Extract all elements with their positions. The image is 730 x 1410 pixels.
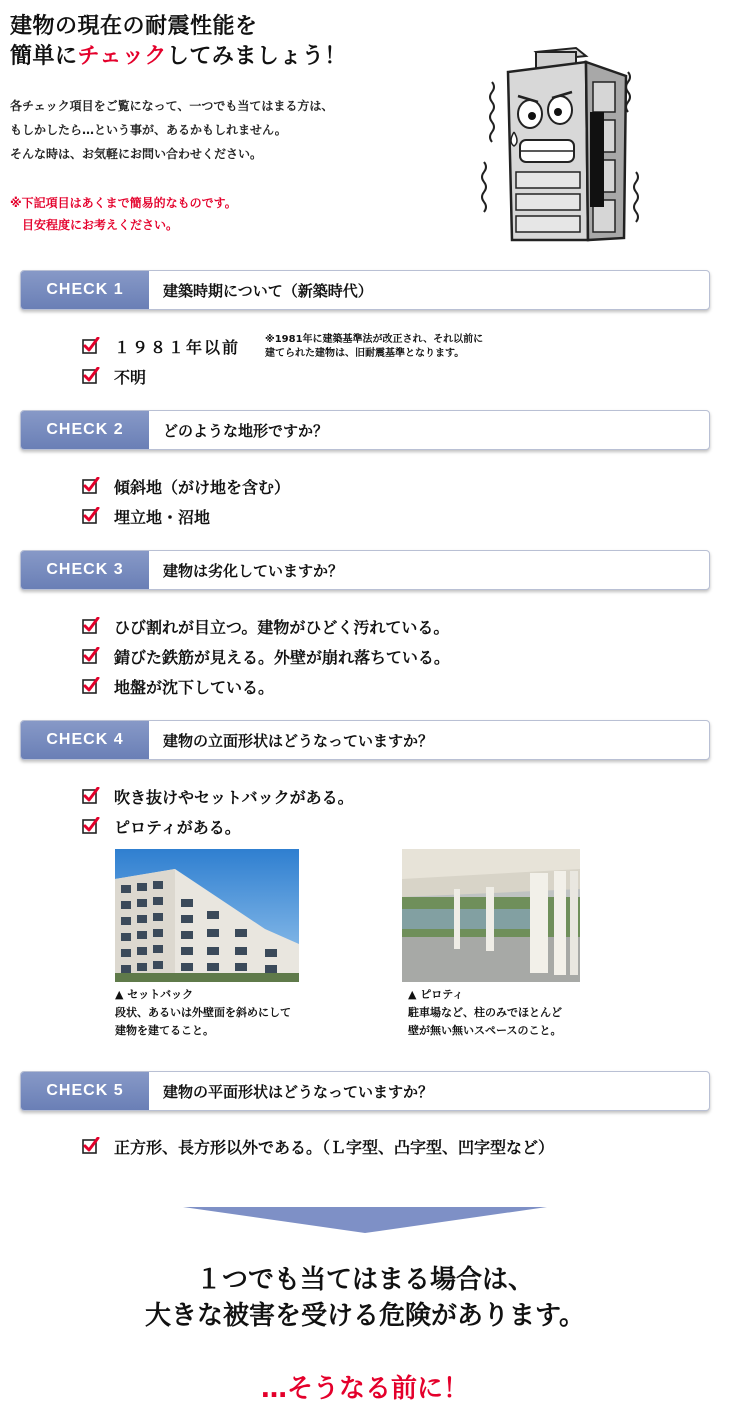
check-item [82, 815, 241, 837]
checkbox-checked-icon [82, 617, 100, 635]
item-text: 傾斜地（がけ地を含む） [114, 477, 291, 497]
check-label: CHECK 5 [21, 1072, 149, 1110]
item-text: 地盤が沈下している。 [114, 677, 275, 697]
checkbox-checked-icon [82, 367, 100, 385]
intro-line: 各チェック項目をご覧になって、一つでも当てはまる方は、 [10, 99, 334, 113]
check-label: CHECK 4 [21, 721, 149, 759]
check-item [82, 335, 240, 357]
item-text: ひび割れが目立つ。建物がひどく汚れている。 [114, 617, 450, 637]
check-item [82, 475, 290, 497]
check-item [82, 785, 354, 807]
check-1-header [20, 270, 710, 310]
check-label: CHECK 1 [21, 271, 149, 309]
check-2-header [20, 410, 710, 450]
page-title [10, 12, 347, 72]
setback-caption [115, 986, 291, 1040]
item-text: 不明 [114, 367, 147, 387]
item-text: １９８１年以前 [114, 337, 241, 357]
piloti-photo [402, 849, 580, 982]
piloti-caption [408, 986, 562, 1040]
down-arrow-icon [183, 1207, 547, 1233]
checkbox-checked-icon [82, 507, 100, 525]
note-line-2: 目安程度にお考えください。 [22, 218, 179, 232]
check-item [82, 675, 274, 697]
setback-building-photo [115, 849, 299, 982]
check-3-header [20, 550, 710, 590]
disclaimer-note [10, 192, 237, 236]
checkbox-checked-icon [82, 337, 100, 355]
checkbox-checked-icon [82, 477, 100, 495]
title-prefix: 簡単に [10, 44, 78, 69]
check-question: 建物の平面形状はどうなっていますか？ [163, 1082, 434, 1101]
item-text: 正方形、長方形以外である。（Ｌ字型、凸字型、凹字型など） [114, 1137, 555, 1157]
caption-title: ▲ ピロティ [408, 988, 464, 1001]
conclusion-line-2: 大きな被害を受ける危険があります。 [145, 1301, 585, 1331]
title-line-1: 建物の現在の耐震性能を [10, 14, 258, 39]
title-suffix: してみましょう！ [166, 44, 347, 69]
check-5-header [20, 1071, 710, 1111]
checkbox-checked-icon [82, 677, 100, 695]
closing-text: …そうなる前に！ [260, 1374, 469, 1404]
conclusion-text [0, 1262, 730, 1334]
check-item [82, 365, 146, 387]
item-text: 埋立地・沼地 [114, 507, 211, 527]
title-highlight: チェック [77, 44, 167, 69]
checkbox-checked-icon [82, 647, 100, 665]
note-line-1: ※下記項目はあくまで簡易的なものです。 [10, 196, 237, 210]
check-question: どのような地形ですか？ [163, 421, 329, 440]
note-line: 建てられた建物は、旧耐震基準となります。 [265, 348, 465, 359]
check-label: CHECK 3 [21, 551, 149, 589]
check-1-note [265, 333, 483, 361]
caption-title: ▲ セットバック [115, 988, 194, 1001]
check-item [82, 645, 450, 667]
check-question: 建物は劣化していますか？ [163, 561, 344, 580]
conclusion-line-1: １つでも当てはまる場合は、 [195, 1265, 534, 1295]
caption-line: 駐車場など、柱のみでほとんど [408, 1006, 562, 1019]
intro-text [10, 94, 333, 166]
item-text: 吹き抜けやセットバックがある。 [114, 787, 354, 807]
check-item [82, 1135, 554, 1157]
check-item [82, 615, 449, 637]
intro-line: そんな時は、お気軽にお問い合わせください。 [10, 147, 263, 161]
caption-line: 壁が無い無いスペースのこと。 [408, 1024, 562, 1037]
building-mascot-icon [478, 12, 648, 244]
caption-line: 建物を建てること。 [115, 1024, 214, 1037]
check-4-header [20, 720, 710, 760]
title-line-2 [10, 42, 347, 72]
intro-line: もしかしたら…という事が、あるかもしれません。 [10, 123, 287, 137]
check-question: 建築時期について（新築時代） [163, 281, 373, 300]
item-text: 錆びた鉄筋が見える。外壁が崩れ落ちている。 [114, 647, 450, 667]
checkbox-checked-icon [82, 787, 100, 805]
caption-line: 段状、あるいは外壁面を斜めにして [115, 1006, 291, 1019]
note-line: ※1981年に建築基準法が改正され、それ以前に [265, 334, 484, 345]
item-text: ピロティがある。 [114, 817, 241, 837]
checkbox-checked-icon [82, 817, 100, 835]
check-item [82, 505, 210, 527]
checkbox-checked-icon [82, 1137, 100, 1155]
check-question: 建物の立面形状はどうなっていますか？ [163, 731, 434, 750]
check-label: CHECK 2 [21, 411, 149, 449]
